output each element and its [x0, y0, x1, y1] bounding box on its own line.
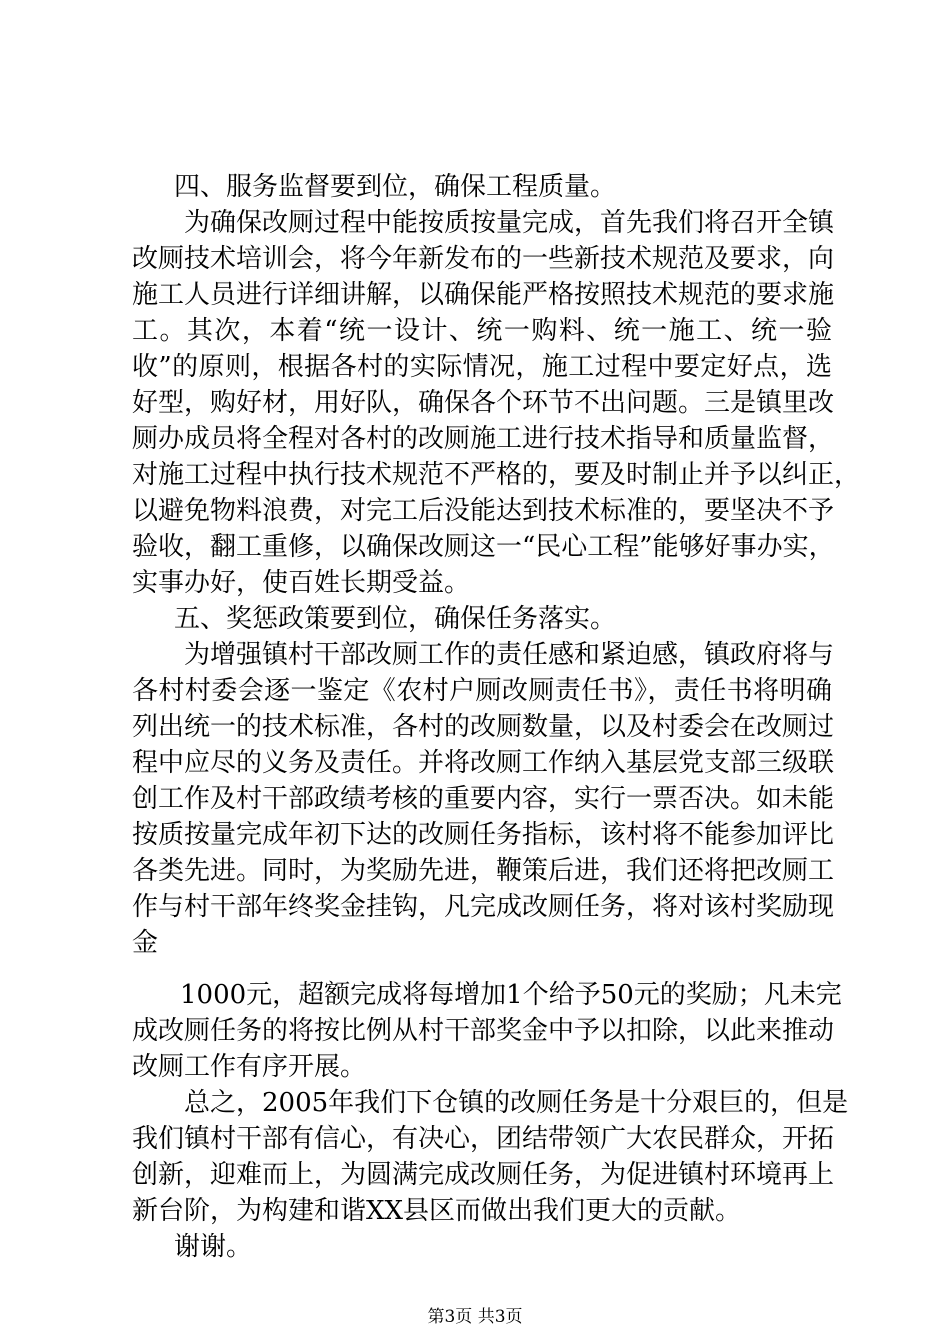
paragraph-line: 改厕技术培训会，将今年新发布的一些新技术规范及要求，向 — [132, 244, 835, 274]
paragraph-line: 对施工过程中执行技术规范不严格的，要及时制止并予以纠正， — [132, 460, 861, 490]
section-heading-5: 五、奖惩政策要到位，确保任务落实。 — [174, 604, 617, 634]
paragraph-line: 新台阶，为构建和谐XX县区而做出我们更大的贡献。 — [132, 1196, 742, 1226]
page-footer: 第3页 共3页 — [427, 1307, 523, 1327]
paragraph-line: 列出统一的技术标准，各村的改厕数量，以及村委会在改厕过 — [132, 712, 835, 742]
paragraph-line: 为确保改厕过程中能按质按量完成，首先我们将召开全镇 — [184, 208, 835, 238]
paragraph-line: 金 — [132, 928, 159, 958]
paragraph-line: 为增强镇村干部改厕工作的责任感和紧迫感，镇政府将与 — [184, 640, 835, 670]
paragraph-line: 各村村委会逐一鉴定《农村户厕改厕责任书》，责任书将明确 — [132, 676, 832, 706]
paragraph-line: 作与村干部年终奖金挂钩，凡完成改厕任务，将对该村奖励现 — [132, 892, 835, 922]
paragraph-line: 各类先进。同时，为奖励先进，鞭策后进，我们还将把改厕工 — [132, 856, 835, 886]
closing-thanks: 谢谢。 — [174, 1232, 253, 1262]
paragraph-line: 程中应尽的义务及责任。并将改厕工作纳入基层党支部三级联 — [132, 748, 835, 778]
paragraph-line: 好型，购好材，用好队，确保各个环节不出问题。三是镇里改 — [132, 388, 835, 418]
paragraph-line: 创工作及村干部政绩考核的重要内容，实行一票否决。如未能 — [132, 784, 835, 814]
section-heading-4: 四、服务监督要到位，确保工程质量。 — [174, 172, 617, 202]
paragraph-line: 改厕工作有序开展。 — [132, 1052, 367, 1082]
paragraph-line: 按质按量完成年初下达的改厕任务指标，该村将不能参加评比 — [132, 820, 835, 850]
paragraph-line: 厕办成员将全程对各村的改厕施工进行技术指导和质量监督， — [132, 424, 835, 454]
paragraph-line: 工。其次，本着“统一设计、统一购料、统一施工、统一验 — [132, 316, 832, 346]
paragraph-line: 1000元，超额完成将每增加1个给予50元的奖励；凡未完 — [180, 980, 842, 1010]
paragraph-line: 总之，2005年我们下仓镇的改厕任务是十分艰巨的，但是 — [184, 1088, 849, 1118]
paragraph-line: 验收，翻工重修，以确保改厕这一“民心工程”能够好事办实， — [132, 532, 835, 562]
paragraph-line: 成改厕任务的将按比例从村干部奖金中予以扣除，以此来推动 — [132, 1016, 835, 1046]
paragraph-line: 收”的原则，根据各村的实际情况，施工过程中要定好点，选 — [132, 352, 832, 382]
paragraph-line: 以避免物料浪费，对完工后没能达到技术标准的，要坚决不予 — [132, 496, 835, 526]
paragraph-line: 我们镇村干部有信心，有决心，团结带领广大农民群众，开拓 — [132, 1124, 835, 1154]
paragraph-line: 施工人员进行详细讲解，以确保能严格按照技术规范的要求施 — [132, 280, 835, 310]
paragraph-line: 创新，迎难而上，为圆满完成改厕任务，为促进镇村环境再上 — [132, 1160, 835, 1190]
paragraph-line: 实事办好，使百姓长期受益。 — [132, 568, 471, 598]
